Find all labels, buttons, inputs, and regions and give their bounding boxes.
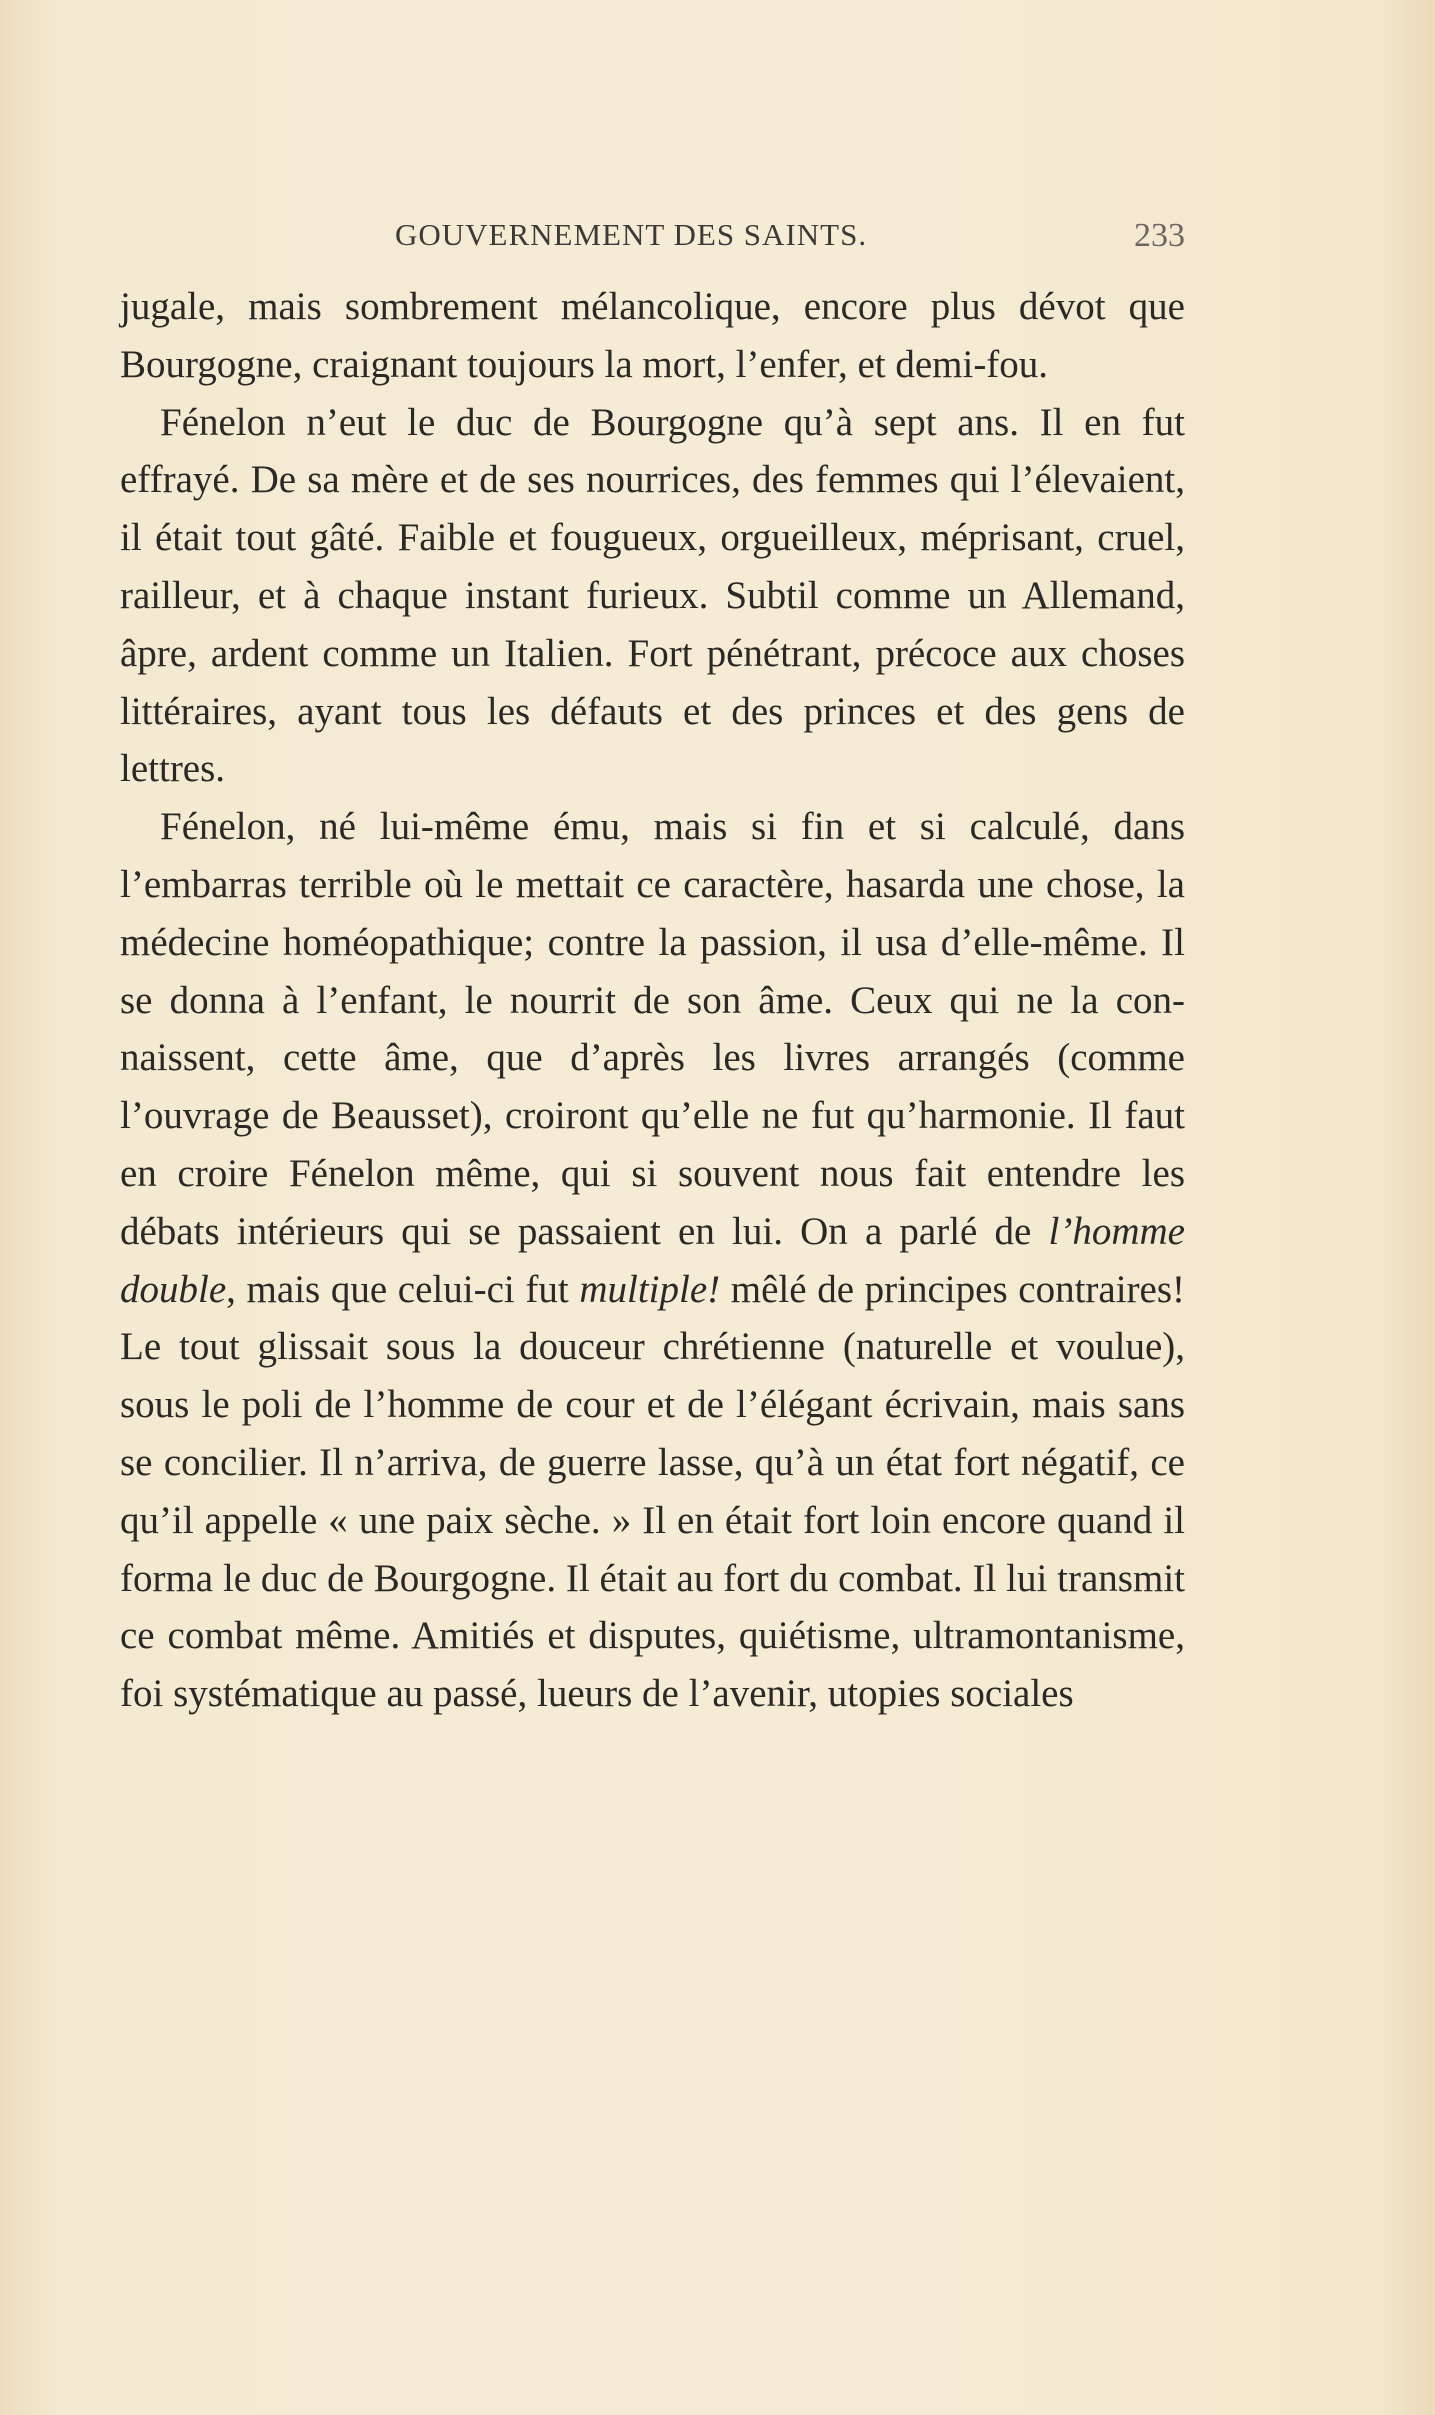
italic-phrase-homme-double: l’homme double (120, 1209, 1185, 1311)
paragraph-2-text: Fénelon n’eut le duc de Bourgogne qu’à sept ans. Il en fut effrayé. De sa mère et de ses nourrices, des femmes qui l’élevaient, il était tout gâté. Faible et fougueux, orgueilleux, méprisant, cruel, railleur, et à chaque instant furieux. Subtil comme un Allemand, âpre, ardent comme un Italien. Fort pénétrant, précoce aux choses littéraires, ayant tous les défauts et des princes et des gens de lettres. (120, 400, 1185, 791)
paragraph-1-text: jugale, mais sombrement mélancolique, encore plus dévot que Bourgogne, craignant toujours la mort, l’enfer, et demi-fou. (120, 285, 1185, 386)
paragraph-3-text-a: Fénelon, né lui-même ému, mais si fin et si calculé, dans l’embarras terrible où le mettait ce caractère, hasarda une chose, la médecine homéopathique; contre la passion, il usa d’elle-même. Il se donna à l’enfant, le nourrit de son âme. Ceux qui ne la connaissent, cette âme, que d’après les livres arrangés (comme l’ouvrage de Beausset), croiront qu’elle ne fut qu’harmonie. Il faut en croire Fénelon même, qui si souvent nous fait entendre les débats intérieurs qui se passaient en lui. On a parlé de (120, 805, 1185, 1253)
paragraph-3-text-b: , mais que celui-ci fut (226, 1267, 580, 1311)
running-head (120, 217, 1185, 257)
paragraph-2 (120, 394, 1185, 799)
italic-word-multiple: multiple! (579, 1267, 721, 1311)
running-title: GOUVERNEMENT DES SAINTS. (395, 217, 868, 252)
paragraph-1 (120, 278, 1185, 394)
paragraph-3 (120, 798, 1185, 1723)
page-number: 233 (1134, 217, 1185, 254)
paragraph-3-text-c: mêlé de principes contraires! Le tout glissait sous la douceur chrétienne (naturelle et voulue), sous le poli de l’homme de cour et de l’élégant écrivain, mais sans se concilier. Il n’arriva, de guerre lasse, qu’à un état fort négatif, ce qu’il appelle « une paix sèche. » Il en était fort loin encore quand il forma le duc de Bourgogne. Il était au fort du combat. Il lui transmit ce combat même. Amitiés et disputes, quiétisme, ultramontanisme, foi systématique au passé, lueurs de l’avenir, utopies sociales (120, 1267, 1185, 1716)
body-text (120, 278, 1185, 1723)
